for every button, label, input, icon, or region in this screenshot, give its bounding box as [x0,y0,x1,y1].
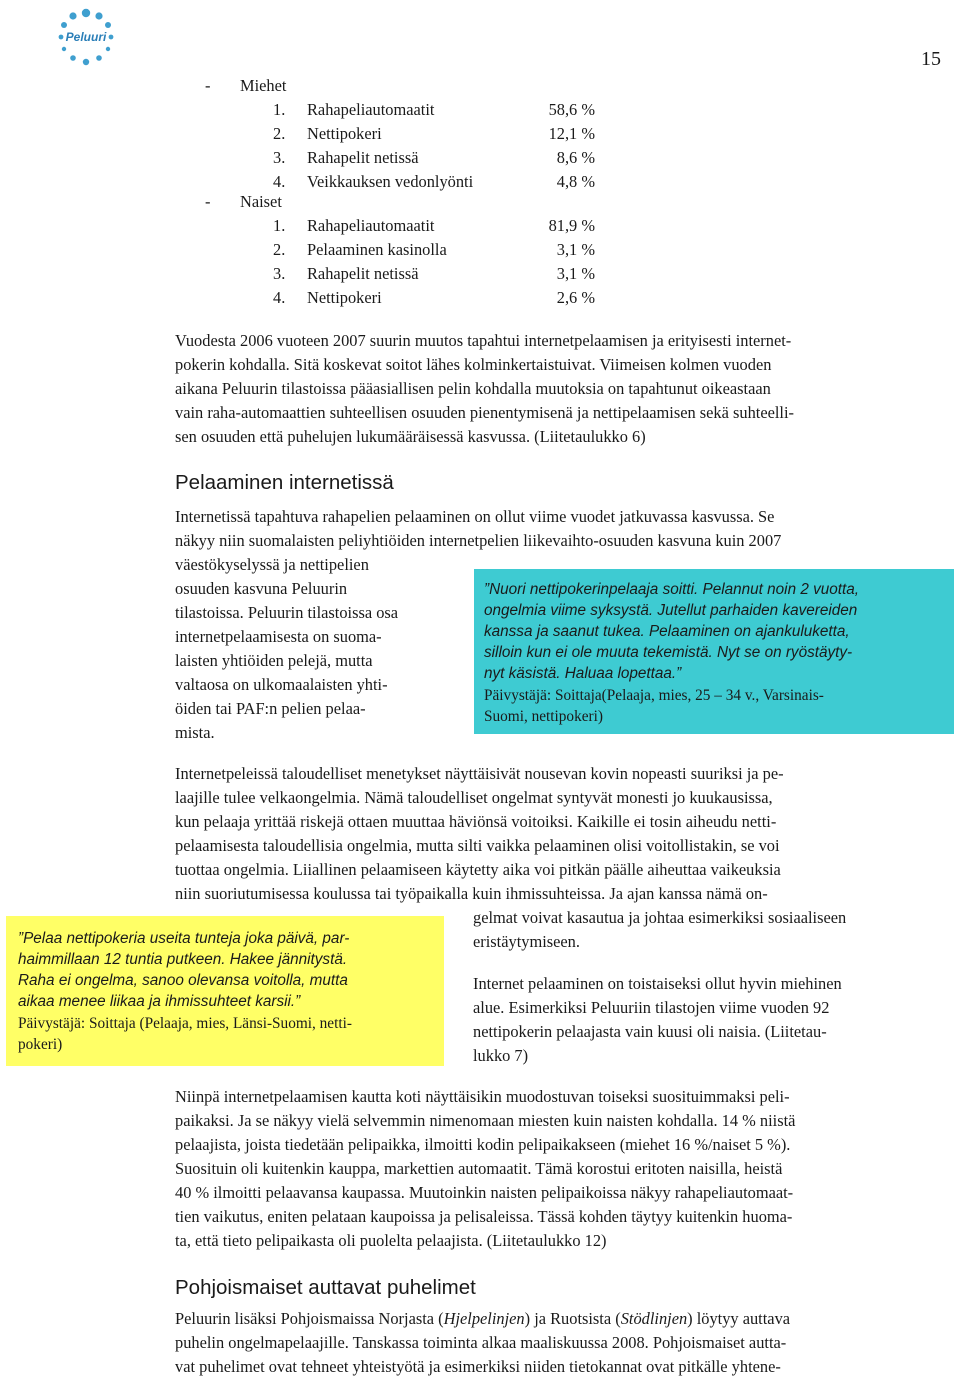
paragraph-nordic: Peluurin lisäksi Pohjoismaissa Norjasta (Hjelpelinjen) ja Ruotsista (Stödlinjen) löytyy auttava puhelin ongelmapelaajille. Tanskassa toiminta alkaa maaliskuussa 2008. Pohjoismaiset autta- vat puhelimet ovat tehneet yhteistyötä ja esimerkiksi niiden tietokannat ovat pitkälle yhtene- [175,1309,791,1376]
paragraph-losses: Internetpeleissä taloudelliset menetykset näyttäisivät nousevan kovin nopeasti suuriksi ja pe- laajille tulee velkaongelmia. Nämä taloudelliset ongelmat syntyvät monesti jo kuukausissa, kun pelaaja yrittää riskejä ottaen muuttaa häviönsä voitoiksi. Kaikille ei tosin aiheudu netti- pelaamisesta taloudellisia ongelmia, mutta silti vaikka pelaaminen olisi voitollistakin, se voi tuottaa ongelmia. Liiallinen pelaamiseen käytetty aika voi pitkän päälle aiheuttaa vaikeuksia niin suoriutumisessa koulussa tai työpaikalla kuin ihmissuhteissa. Ja ajan kanssa nämä on- gelmat voivat kasautua ja johtaa esimerkiksi sosiaaliseen eristäytymiseen. [175,764,847,951]
quote-signature: pokeri) [18,1036,63,1053]
list-dash: - [205,76,211,95]
list-label-men: Miehet [240,76,287,95]
paragraph-gender: Internet pelaaminen on toistaiseksi ollut hyvin miehinen alue. Esimerkiksi Peluuriin tilastojen viime vuoden 92 nettipokerin pelaajasta vain kuusi oli naisia. (Liitetau- lukko 7) [473,974,842,1065]
quote-signature: Päivystäjä: Soittaja(Pelaaja, mies, 25 – 34 v., Varsinais- [484,687,824,704]
page-number: 15 [921,48,941,70]
list-label-women: Naiset [240,192,282,211]
section-heading-nordic: Pohjoismaiset auttavat puhelimet [175,1276,476,1299]
section-heading-internet: Pelaaminen internetissä [175,471,394,494]
nordic-line-1: Peluurin lisäksi Pohjoismaissa Norjasta (Hjelpelinjen) ja Ruotsista (Stödlinjen) löytyy auttava [175,1309,791,1328]
quote-box-nettipokeri: ”Pelaa nettipokeria useita tunteja joka päivä, par- haimmillaan 12 tuntia putkeen. Hakee jännitystä. Raha ei ongelma, sanoo olevansa voitolla, mutta aikaa menee liikaa ja ihmissuhteet karsii.” Päivystäjä: Soittaja (Pelaaja, mies, Länsi-Suomi, netti- pokeri) [6,916,444,1066]
quote-box-nuori: ”Nuori nettipokerinpelaaja soitti. Pelannut noin 2 vuotta, ongelmia viime syksystä. Jutellut parhaiden kavereiden kanssa ja saanut tukea. Pelaaminen on ajankuluketta, silloin kun ei ole muuta tekemistä. Nyt se on ryöstäyty- nyt käsistä. Haluaa lopettaa.” Päivystäjä: Soittaja(Pelaaja, mies, 25 – 34 v., Varsinais- Suomi, nettipokeri) [474,569,954,734]
quote-signature: Päivystäjä: Soittaja (Pelaaja, mies, Länsi-Suomi, netti- [18,1015,352,1032]
logo-text: Peluuri [65,30,107,44]
men-list: - Miehet 1. Rahapeliautomaatit 58,6 % 2. Nettipokeri 12,1 % 3. Rahapelit netissä 8,6 % 4. Veikkauksen vedonlyönti 4,8 % [205,76,595,191]
list-dash: - [205,192,211,211]
paragraph-trend: Vuodesta 2006 vuoteen 2007 suurin muutos tapahtui internetpelaamisen ja erityisesti internet- pokerin kohdalla. Sitä koskevat soitot lähes kolminkertaistuivat. Viimeisen kolmen vuoden aikana Peluurin tilastoissa pääasiallisen pelin kohdalla muutoksia on tapahtunut oikeastaan vain raha-automaattien suhteellisen osuuden pienentymisenä ja nettipelaamisen sekä suhteelli- sen osuuden että puhelujen lukumääräisessä kasvussa. (Liitetaulukko 6) [175,331,794,446]
paragraph-venue: Niinpä internetpelaamisen kautta koti näyttäisikin muodostuvan toiseksi suosituimmaksi peli- paikaksi. Ja se näkyy vielä selvemmin nimenomaan miesten kuin naisten kohdalla. 14 % niistä pelaajista, joista tiedetään pelipaikka, ilmoitti kodin pelipaikakseen (miehet 16 %/naiset 5 %). Suosituin oli kuitenkin kauppa, markettien automaatit. Tämä korostui eritoten naisilla, heistä 40 % ilmoitti pelaavansa kaupassa. Muutoinkin naisten pelipaikoissa näkyy rahapeliautomaat- tien vaikutus, eniten pelataan kaupoissa ja pelisaleissa. Tässä kohden täytyy kuitenkin huoma- ta, että tieto pelipaikasta oli puolelta pelaajista. (Liitetaulukko 12) [175,1087,796,1250]
quote-signature: Suomi, nettipokeri) [484,708,603,725]
paragraph-internet: Internetissä tapahtuva rahapelien pelaaminen on ollut viime vuodet jatkuvassa kasvussa. Se näkyy niin suomalaisten peliyhtiöiden internetpelien liikevaihto-osuuden kasvuna kuin 2007 väestökyselyssä ja nettipelien osuuden kasvuna Peluurin tilastoissa. Peluurin tilastoissa osa internetpelaamisesta on suoma- laisten yhtiöiden pelejä, mutta valtaosa on ulkomaalaisten yhti- öiden tai PAF:n pelien pelaa- mista. [175,507,782,742]
women-list: - Naiset 1. Rahapeliautomaatit 81,9 % 2. Pelaaminen kasinolla 3,1 % 3. Rahapelit netissä 3,1 % 4. Nettipokeri 2,6 % [205,192,595,307]
peluuri-logo [53,8,119,68]
